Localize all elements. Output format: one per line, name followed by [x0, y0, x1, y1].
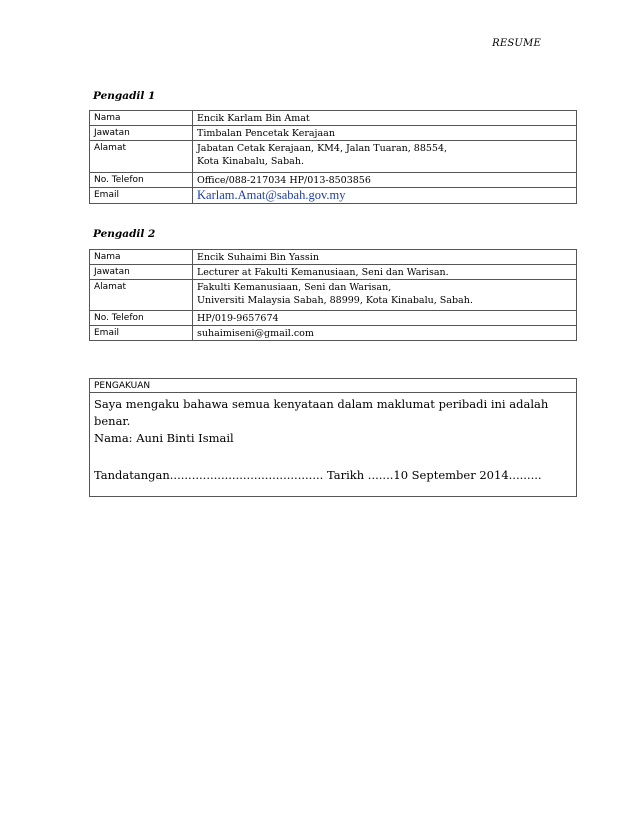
alamat-value	[193, 141, 577, 173]
nama-label: Nama	[90, 111, 193, 126]
alamat-label: Alamat	[90, 280, 193, 311]
nama-value: Encik Suhaimi Bin Yassin	[193, 250, 577, 265]
table-row	[90, 141, 577, 173]
referee-1-title: Pengadil 1	[93, 90, 156, 102]
jawatan-label: Jawatan	[90, 265, 193, 280]
alamat-label: Alamat	[90, 141, 193, 173]
declaration-box	[89, 378, 577, 497]
email-value	[193, 188, 577, 204]
alamat-value	[193, 280, 577, 311]
telefon-label: No. Telefon	[90, 173, 193, 188]
table-row	[90, 311, 577, 326]
telefon-value: Office/088-217034 HP/013-8503856	[193, 173, 577, 188]
table-row	[90, 173, 577, 188]
declaration-name: Nama: Auni Binti Ismail	[94, 431, 234, 445]
nama-value: Encik Karlam Bin Amat	[193, 111, 577, 126]
email-link[interactable]: Karlam.Amat@sabah.gov.my	[197, 188, 346, 202]
declaration-statement: Saya mengaku bahawa semua kenyataan dalam maklumat peribadi ini adalah benar.	[94, 397, 549, 428]
alamat-line-2: Universiti Malaysia Sabah, 88999, Kota Kinabalu, Sabah.	[197, 295, 473, 306]
alamat-line-1: Jabatan Cetak Kerajaan, KM4, Jalan Tuaran, 88554,	[197, 143, 448, 154]
nama-label: Nama	[90, 250, 193, 265]
table-row	[90, 111, 577, 126]
referee-2-title: Pengadil 2	[93, 228, 156, 240]
table-row	[90, 188, 577, 204]
table-row	[90, 326, 577, 341]
alamat-line-1: Fakulti Kemanusiaan, Seni dan Warisan,	[197, 282, 392, 293]
email-label: Email	[90, 326, 193, 341]
referee-1-table	[89, 110, 577, 204]
declaration-body	[90, 393, 576, 496]
declaration-heading: PENGAKUAN	[90, 379, 576, 393]
email-value: suhaimiseni@gmail.com	[193, 326, 577, 341]
alamat-line-2: Kota Kinabalu, Sabah.	[197, 156, 304, 167]
referee-2-table	[89, 249, 577, 341]
table-row	[90, 250, 577, 265]
table-row	[90, 280, 577, 311]
signature-date-line: Tandatangan.......................................... Tarikh .......10 September 2014.........	[94, 468, 542, 482]
document-header-label: RESUME	[492, 38, 541, 49]
email-label: Email	[90, 188, 193, 204]
jawatan-value: Timbalan Pencetak Kerajaan	[193, 126, 577, 141]
telefon-label: No. Telefon	[90, 311, 193, 326]
table-row	[90, 265, 577, 280]
table-row	[90, 126, 577, 141]
telefon-value: HP/019-9657674	[193, 311, 577, 326]
jawatan-label: Jawatan	[90, 126, 193, 141]
jawatan-value: Lecturer at Fakulti Kemanusiaan, Seni dan Warisan.	[193, 265, 577, 280]
